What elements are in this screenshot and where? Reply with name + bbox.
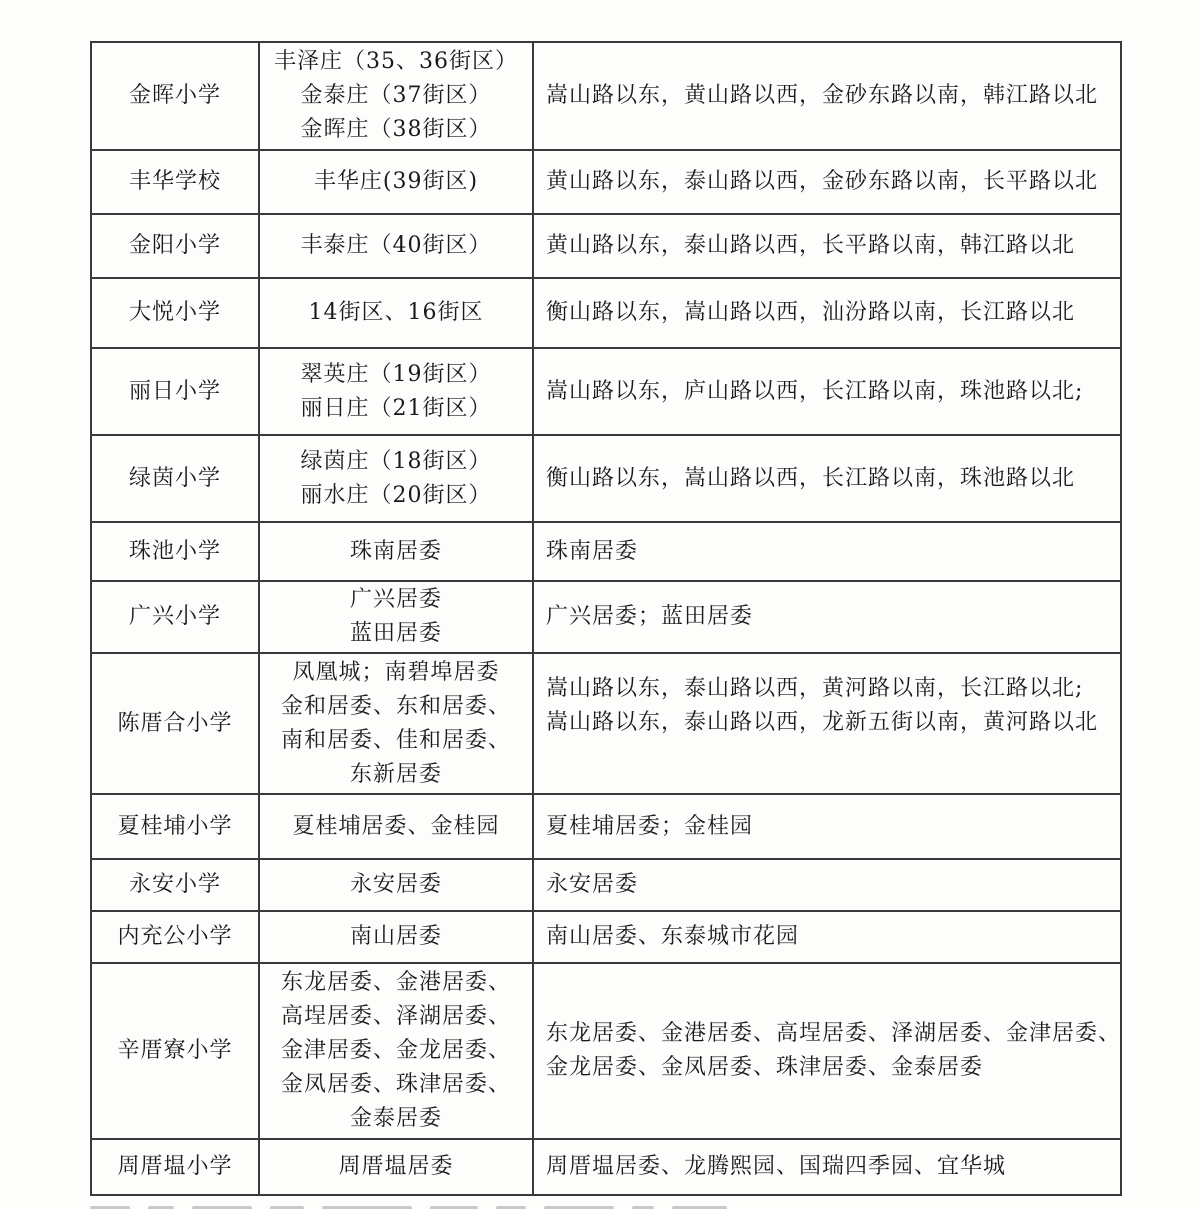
school-name-cell: 内充公小学 xyxy=(91,911,259,963)
table-row xyxy=(91,278,1121,348)
assigned-area-cell: 珠南居委 xyxy=(259,522,533,581)
table-row xyxy=(91,214,1121,278)
school-name-cell: 周厝塭小学 xyxy=(91,1139,259,1195)
boundary-cell: 珠南居委 xyxy=(533,522,1121,581)
table-row xyxy=(91,653,1121,794)
assigned-area-cell: 周厝塭居委 xyxy=(259,1139,533,1195)
assigned-area-cell: 东龙居委、金港居委、 高埕居委、泽湖居委、 金津居委、金龙居委、 金凤居委、珠津居委、 金泰居委 xyxy=(259,963,533,1139)
table-row xyxy=(91,435,1121,522)
table-row xyxy=(91,859,1121,911)
school-name-cell: 金阳小学 xyxy=(91,214,259,278)
table-row xyxy=(91,794,1121,859)
table-row xyxy=(91,42,1121,150)
boundary-cell: 衡山路以东，嵩山路以西，汕汾路以南，长江路以北 xyxy=(533,278,1121,348)
school-name-cell: 陈厝合小学 xyxy=(91,653,259,794)
assigned-area-cell: 绿茵庄（18街区） 丽水庄（20街区） xyxy=(259,435,533,522)
cropped-next-line xyxy=(90,1196,1122,1209)
table-row xyxy=(91,911,1121,963)
assigned-area-cell: 丰泽庄（35、36街区） 金泰庄（37街区） 金晖庄（38街区） xyxy=(259,42,533,150)
assigned-area-cell: 夏桂埔居委、金桂园 xyxy=(259,794,533,859)
boundary-cell: 衡山路以东，嵩山路以西，长江路以南，珠池路以北 xyxy=(533,435,1121,522)
school-name-cell: 金晖小学 xyxy=(91,42,259,150)
boundary-cell: 黄山路以东，泰山路以西，金砂东路以南，长平路以北 xyxy=(533,150,1121,214)
assigned-area-cell: 南山居委 xyxy=(259,911,533,963)
school-name-cell: 绿茵小学 xyxy=(91,435,259,522)
assigned-area-cell: 凤凰城；南碧埠居委 金和居委、东和居委、 南和居委、佳和居委、 东新居委 xyxy=(259,653,533,794)
boundary-cell: 嵩山路以东，黄山路以西，金砂东路以南，韩江路以北 xyxy=(533,42,1121,150)
assigned-area-cell: 永安居委 xyxy=(259,859,533,911)
table-row xyxy=(91,348,1121,435)
boundary-cell: 黄山路以东，泰山路以西，长平路以南，韩江路以北 xyxy=(533,214,1121,278)
school-name-cell: 丽日小学 xyxy=(91,348,259,435)
boundary-cell: 嵩山路以东，泰山路以西，黄河路以南，长江路以北; 嵩山路以东，泰山路以西，龙新五街以南，黄河路以北 xyxy=(533,653,1121,794)
school-name-cell: 辛厝寮小学 xyxy=(91,963,259,1139)
assigned-area-cell: 翠英庄（19街区） 丽日庄（21街区） xyxy=(259,348,533,435)
boundary-cell: 嵩山路以东，庐山路以西，长江路以南，珠池路以北; xyxy=(533,348,1121,435)
school-zone-table xyxy=(90,41,1122,1196)
boundary-cell: 周厝塭居委、龙腾熙园、国瑞四季园、宜华城 xyxy=(533,1139,1121,1195)
table-row xyxy=(91,1139,1121,1195)
school-name-cell: 广兴小学 xyxy=(91,581,259,653)
assigned-area-cell: 丰华庄(39街区) xyxy=(259,150,533,214)
boundary-cell: 东龙居委、金港居委、高埕居委、泽湖居委、金津居委、 金龙居委、金凤居委、珠津居委、金泰居委 xyxy=(533,963,1121,1139)
school-name-cell: 珠池小学 xyxy=(91,522,259,581)
table-row xyxy=(91,963,1121,1139)
school-name-cell: 永安小学 xyxy=(91,859,259,911)
boundary-cell: 永安居委 xyxy=(533,859,1121,911)
table-row xyxy=(91,581,1121,653)
boundary-cell: 南山居委、东泰城市花园 xyxy=(533,911,1121,963)
assigned-area-cell: 14街区、16街区 xyxy=(259,278,533,348)
table-row xyxy=(91,522,1121,581)
table-row xyxy=(91,150,1121,214)
assigned-area-cell: 丰泰庄（40街区） xyxy=(259,214,533,278)
boundary-cell: 夏桂埔居委；金桂园 xyxy=(533,794,1121,859)
school-name-cell: 丰华学校 xyxy=(91,150,259,214)
assigned-area-cell: 广兴居委 蓝田居委 xyxy=(259,581,533,653)
table-body xyxy=(91,42,1121,1195)
school-name-cell: 大悦小学 xyxy=(91,278,259,348)
boundary-cell: 广兴居委；蓝田居委 xyxy=(533,581,1121,653)
school-name-cell: 夏桂埔小学 xyxy=(91,794,259,859)
